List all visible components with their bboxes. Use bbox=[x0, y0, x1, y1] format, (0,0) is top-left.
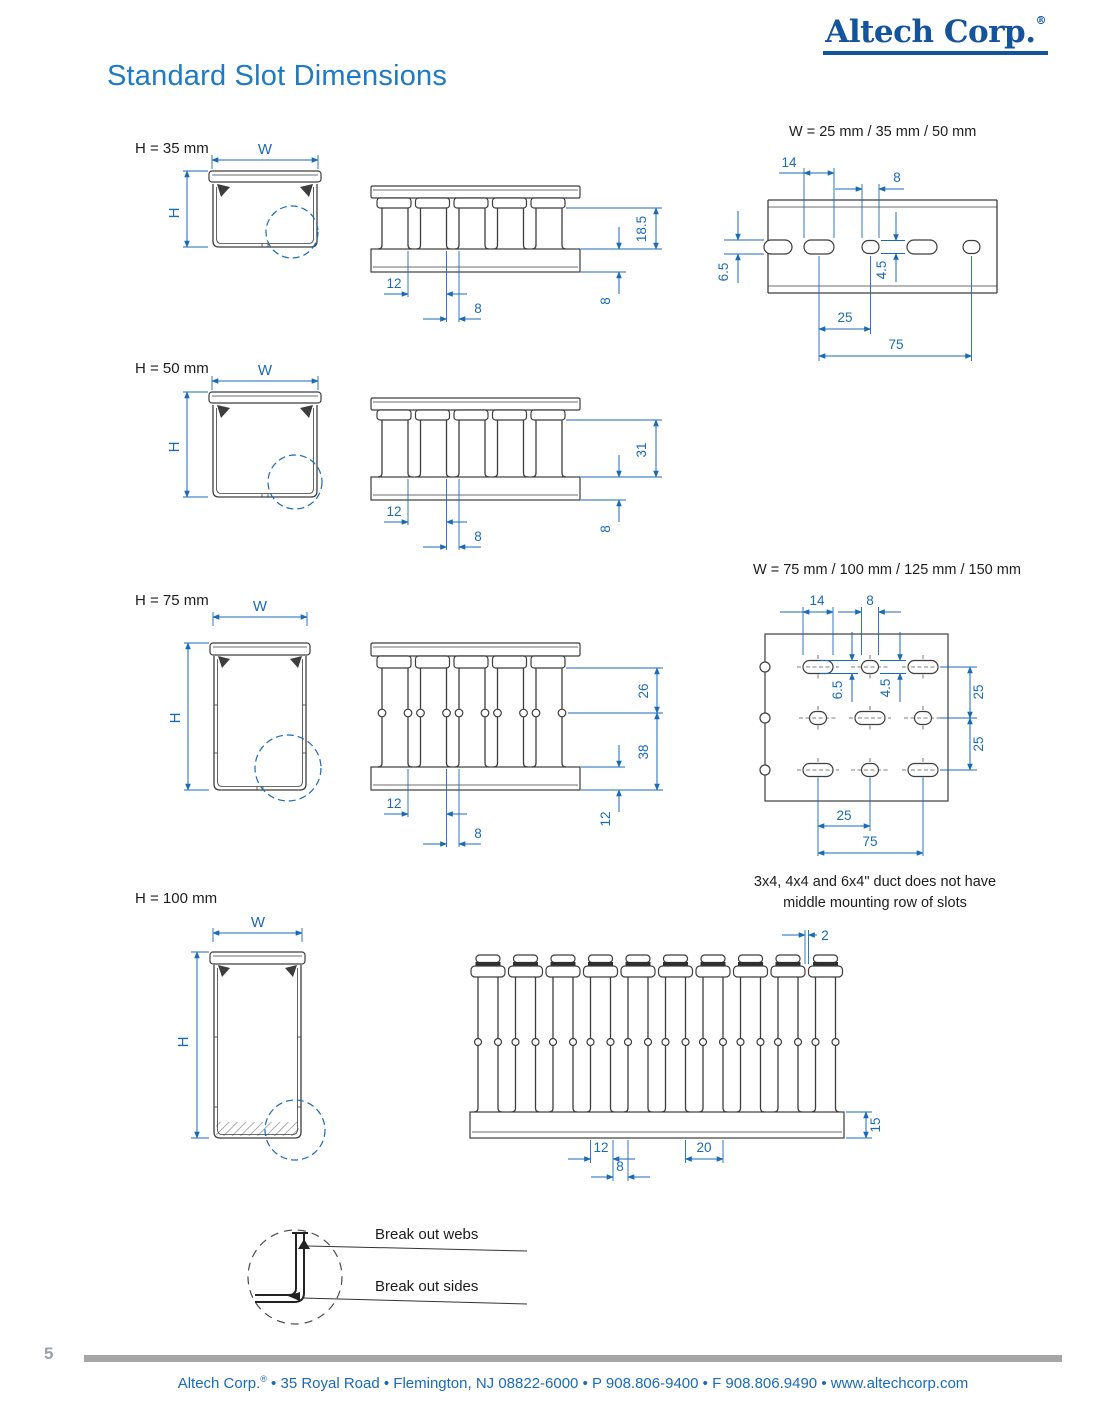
spacing-dimensions bbox=[819, 256, 972, 361]
dim-12: 12 bbox=[593, 1140, 609, 1155]
dim-75: 75 bbox=[888, 337, 904, 352]
footer-info: • 35 Royal Road • Flemington, NJ 08822-6000 • P 908.806-9400 • F 908.806.9490 • www.altechcorp.com bbox=[266, 1375, 969, 1392]
h-dimension bbox=[175, 952, 209, 1138]
h-dim-label: H bbox=[166, 441, 183, 453]
plate-note-line2: middle mounting row of slots bbox=[783, 895, 967, 911]
h35-side-view-diagram bbox=[363, 172, 668, 337]
h-dimension bbox=[167, 643, 209, 790]
h-dimension bbox=[166, 392, 208, 497]
dim-8: 8 bbox=[893, 170, 901, 185]
w-dimension bbox=[212, 141, 318, 169]
w-dim-label: W bbox=[250, 914, 266, 931]
plate-body bbox=[760, 634, 948, 801]
dim-18-5: 18.5 bbox=[634, 215, 649, 243]
dim-8: 8 bbox=[866, 593, 874, 608]
h100-label: H = 100 mm bbox=[135, 890, 218, 907]
dim-8-slot: 8 bbox=[474, 529, 482, 544]
w-dimension bbox=[213, 598, 307, 626]
duct-side-profile bbox=[371, 643, 580, 790]
depth-dimensions bbox=[566, 668, 663, 827]
dim-4-5: 4.5 bbox=[874, 260, 889, 280]
duct-profile bbox=[210, 643, 310, 790]
breakout-sides-label: Break out sides bbox=[375, 1278, 479, 1295]
h-dim-label: H bbox=[166, 207, 183, 219]
h50-cross-section-diagram bbox=[160, 355, 360, 525]
footer-divider-bar bbox=[84, 1355, 1062, 1362]
break-web-marker bbox=[298, 1239, 310, 1249]
w-dim-label: W bbox=[252, 598, 268, 615]
dim-31: 31 bbox=[634, 442, 649, 458]
duct-profile bbox=[210, 952, 305, 1138]
slot-length-dimensions bbox=[779, 155, 904, 238]
sides-leader-line bbox=[302, 1298, 527, 1304]
dim-15: 15 bbox=[868, 1117, 883, 1133]
plate-large-title: W = 75 mm / 100 mm / 125 mm / 150 mm bbox=[753, 562, 1021, 578]
webs-leader-line bbox=[308, 1246, 527, 1251]
h100-front-view-diagram bbox=[440, 918, 900, 1203]
dim-26: 26 bbox=[636, 683, 651, 699]
dim-75: 75 bbox=[862, 834, 878, 849]
corner-detail-circle bbox=[266, 206, 318, 258]
h75-side-view-diagram bbox=[363, 618, 673, 863]
dim-25-col: 25 bbox=[836, 808, 852, 823]
h-dim-label: H bbox=[175, 1036, 192, 1048]
dim-14: 14 bbox=[781, 155, 797, 170]
dim-12: 12 bbox=[386, 276, 402, 291]
dim-14: 14 bbox=[809, 593, 825, 608]
dim-8-base: 8 bbox=[598, 525, 613, 533]
dim-12: 12 bbox=[386, 796, 402, 811]
page-title: Standard Slot Dimensions bbox=[107, 60, 448, 92]
breakout-webs-label: Break out webs bbox=[375, 1226, 479, 1243]
dim-6-5: 6.5 bbox=[830, 680, 845, 700]
dim-4-5: 4.5 bbox=[878, 678, 893, 698]
h75-cross-section-diagram bbox=[160, 590, 360, 825]
pitch-dimensions bbox=[568, 1140, 723, 1181]
dim-8-base: 8 bbox=[598, 297, 613, 305]
duct-front-profile bbox=[470, 955, 844, 1138]
w-dim-label: W bbox=[257, 141, 273, 158]
duct-side-profile bbox=[371, 186, 580, 272]
dim-6-5: 6.5 bbox=[716, 262, 731, 282]
rail-small-title: W = 25 mm / 35 mm / 50 mm bbox=[789, 124, 977, 140]
duct-profile bbox=[209, 392, 321, 497]
plate-note-line1: 3x4, 4x4 and 6x4" duct does not have bbox=[753, 874, 997, 890]
base-dimension bbox=[846, 1112, 883, 1138]
h-dim-label: H bbox=[167, 712, 184, 724]
altech-logo bbox=[823, 14, 1048, 55]
h75-label: H = 75 mm bbox=[135, 592, 209, 609]
h35-label: H = 35 mm bbox=[135, 140, 209, 157]
footer-contact-line bbox=[84, 1374, 1062, 1392]
h35-cross-section-diagram bbox=[160, 135, 360, 275]
duct-side-profile bbox=[371, 398, 580, 500]
logo-text: Altech Corp. bbox=[825, 14, 1036, 50]
plate-large-diagram bbox=[700, 580, 1100, 885]
dim-12-base: 12 bbox=[598, 811, 613, 827]
w-dim-label: W bbox=[257, 362, 273, 379]
dim-25-row2: 25 bbox=[971, 736, 986, 752]
registered-mark: ® bbox=[1035, 14, 1046, 27]
corner-detail-circle bbox=[255, 735, 321, 801]
dim-12: 12 bbox=[386, 504, 402, 519]
dim-8-slot: 8 bbox=[474, 826, 482, 841]
h-dimension bbox=[166, 171, 208, 247]
latch-icon bbox=[217, 184, 230, 197]
page-number: 5 bbox=[44, 1344, 54, 1363]
dim-38: 38 bbox=[636, 744, 651, 760]
footer-company: Altech Corp. bbox=[177, 1375, 261, 1392]
plate-note bbox=[710, 872, 1040, 914]
latch-icon bbox=[300, 184, 313, 197]
h50-label: H = 50 mm bbox=[135, 360, 209, 377]
h50-side-view-diagram bbox=[363, 388, 668, 573]
depth-dimension bbox=[566, 420, 662, 533]
dim-25-row1: 25 bbox=[971, 684, 986, 700]
dim-20: 20 bbox=[696, 1140, 712, 1155]
dim-2: 2 bbox=[821, 928, 829, 943]
footer-registered-mark: ® bbox=[260, 1374, 267, 1384]
w-dimension bbox=[212, 362, 318, 390]
w-dimension bbox=[213, 914, 302, 942]
dim-25: 25 bbox=[837, 310, 853, 325]
rail-small-diagram bbox=[700, 150, 1100, 375]
h100-cross-section-diagram bbox=[160, 885, 370, 1185]
dim-8: 8 bbox=[616, 1159, 624, 1174]
dim-8-slot: 8 bbox=[474, 301, 482, 316]
